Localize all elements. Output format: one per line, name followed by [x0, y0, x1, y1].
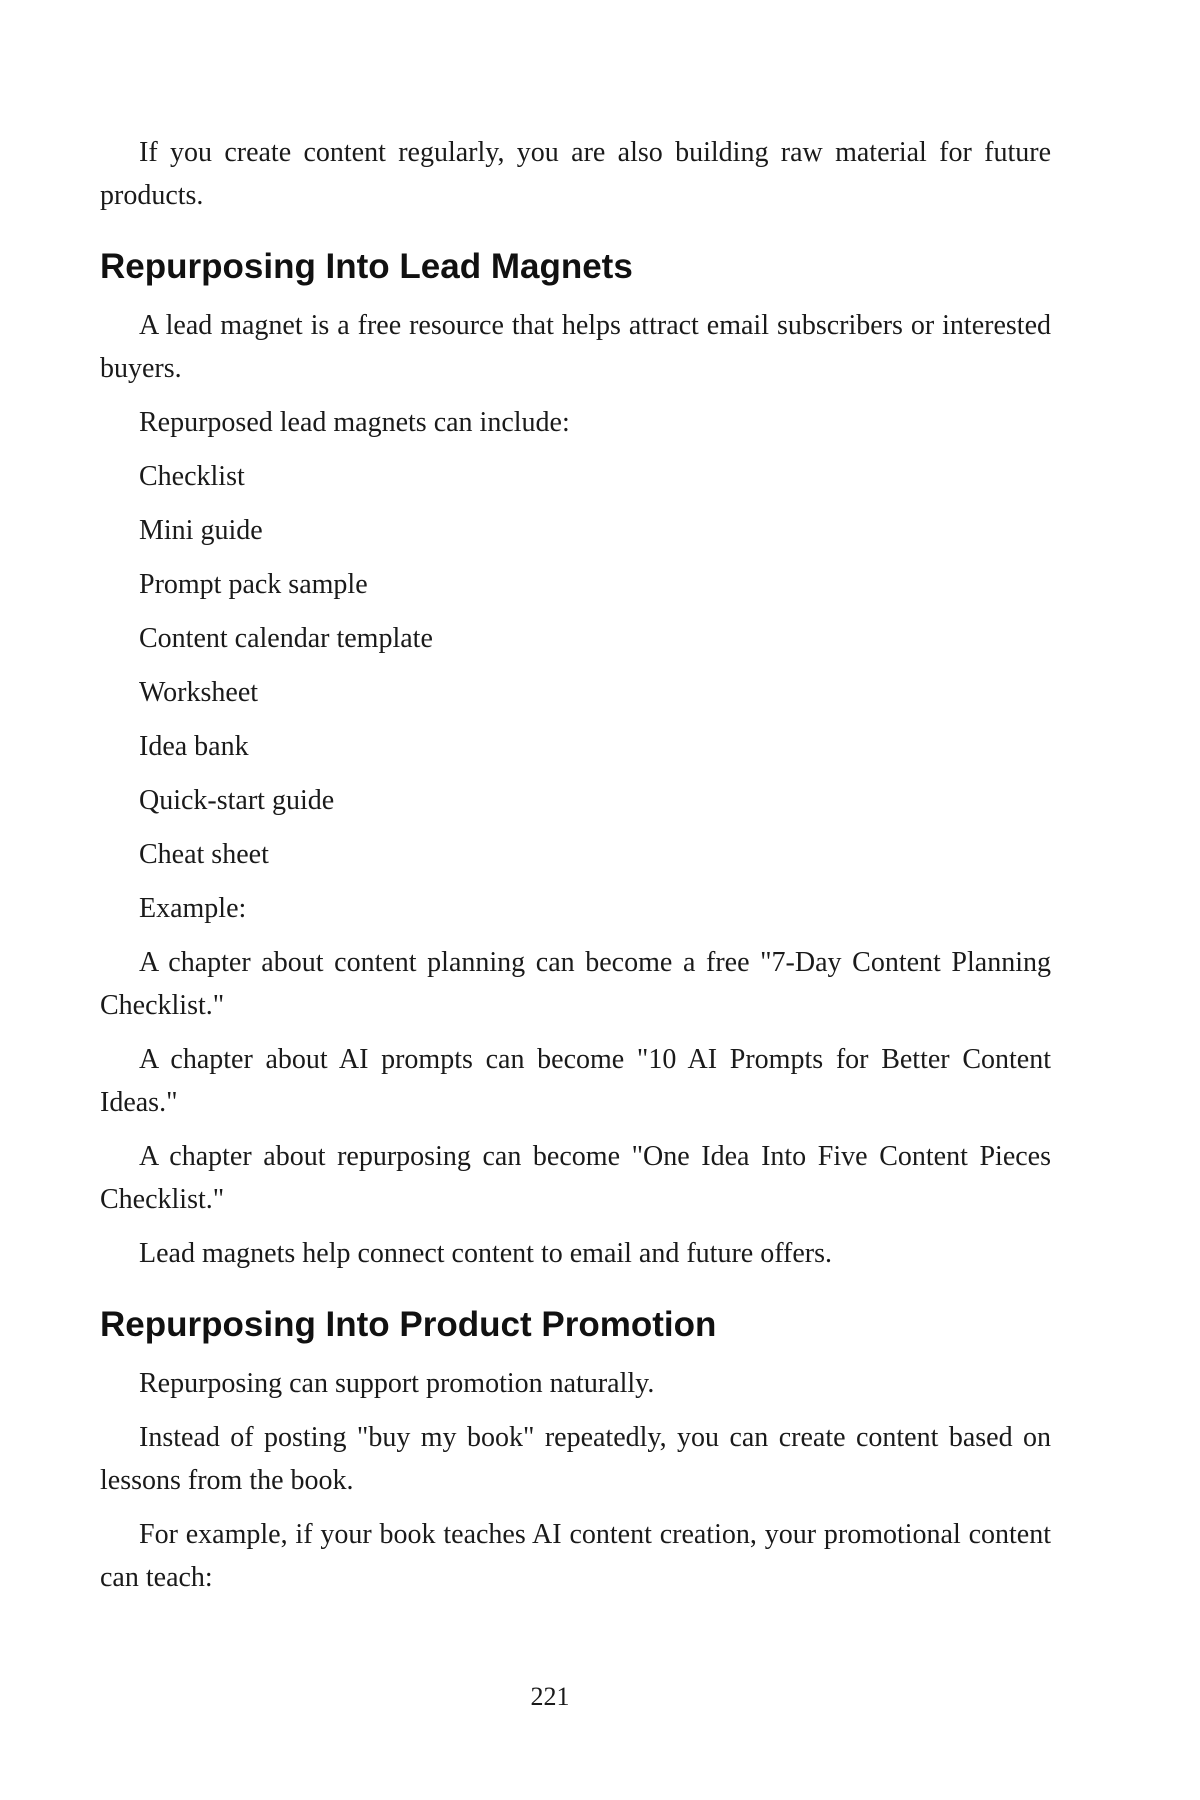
paragraph-lead-magnet-definition: A lead magnet is a free resource that helps attract email subscribers or interested buyers.	[100, 310, 1051, 384]
section-heading-product-promotion: Repurposing Into Product Promotion	[100, 1305, 717, 1344]
list-item-mini-guide: Mini guide	[139, 515, 263, 546]
list-item-idea-bank: Idea bank	[139, 731, 249, 762]
paragraph-list-intro: Repurposed lead magnets can include:	[139, 407, 570, 438]
list-item-content-calendar: Content calendar template	[139, 623, 433, 654]
list-item-worksheet: Worksheet	[139, 677, 259, 708]
list-item-prompt-pack: Prompt pack sample	[139, 569, 368, 600]
paragraph-intro: If you create content regularly, you are also building raw material for future products.	[100, 137, 1051, 211]
paragraph-example-ai-prompts: A chapter about AI prompts can become "10 AI Prompts for Better Content Ideas."	[100, 1044, 1051, 1118]
list-item-quick-start: Quick-start guide	[139, 785, 335, 816]
list-item-cheat-sheet: Cheat sheet	[139, 839, 269, 870]
page-content	[100, 131, 1051, 1610]
section-heading-lead-magnets: Repurposing Into Lead Magnets	[100, 247, 633, 286]
paragraph-promotion-instead: Instead of posting "buy my book" repeatedly, you can create content based on lessons from the book.	[100, 1422, 1051, 1496]
list-item-checklist: Checklist	[139, 461, 245, 492]
page-number: 221	[530, 1682, 570, 1711]
paragraph-promotion-example: For example, if your book teaches AI content creation, your promotional content can teach:	[100, 1519, 1051, 1593]
paragraph-example-label: Example:	[139, 893, 247, 924]
paragraph-promotion-intro: Repurposing can support promotion naturally.	[139, 1368, 655, 1399]
paragraph-lead-magnets-summary: Lead magnets help connect content to email and future offers.	[139, 1238, 832, 1269]
paragraph-example-content-planning: A chapter about content planning can become a free "7-Day Content Planning Checklist."	[100, 947, 1051, 1021]
paragraph-example-repurposing: A chapter about repurposing can become "One Idea Into Five Content Pieces Checklist."	[100, 1141, 1051, 1215]
